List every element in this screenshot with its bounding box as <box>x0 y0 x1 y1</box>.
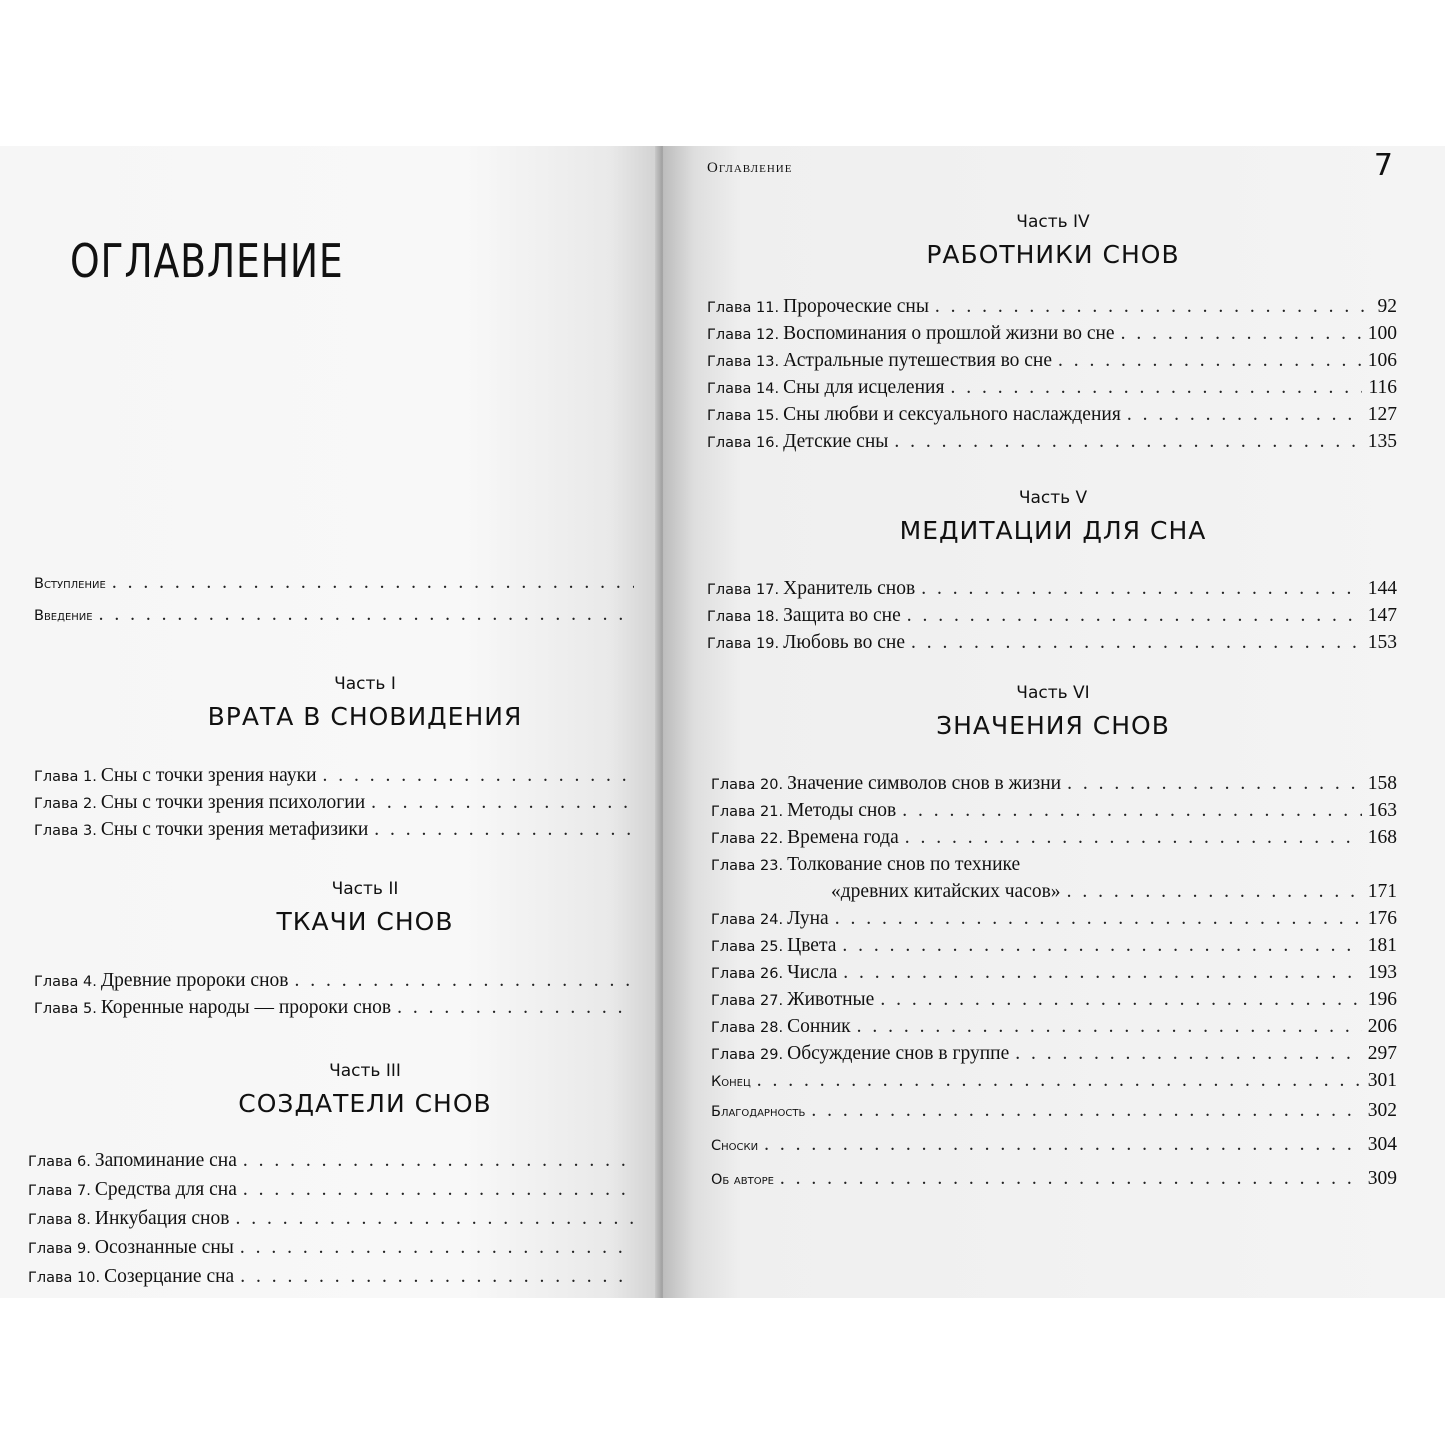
part-title: СОЗДАТЕЛИ СНОВ <box>238 1089 492 1118</box>
left-page <box>0 146 663 1298</box>
chapter-list <box>707 575 1397 656</box>
part-heading <box>683 683 1423 740</box>
part-heading <box>683 212 1423 269</box>
part-label: Часть V <box>1018 488 1088 508</box>
part-label: Часть I <box>334 674 396 694</box>
toc-item[interactable]: Глава 28. Сонник . . . 206 <box>711 1013 1397 1040</box>
page-number: 7 <box>1373 148 1393 183</box>
toc-item[interactable]: Глава 17. Хранитель снов . . . 144 <box>707 575 1397 602</box>
part-heading <box>40 674 663 731</box>
toc-item[interactable]: Глава 24. Луна . . . 176 <box>711 905 1397 932</box>
toc-item[interactable]: Глава 18. Защита во сне . . . 147 <box>707 602 1397 629</box>
toc-item[interactable]: Глава 21. Методы снов . . . 163 <box>711 797 1397 824</box>
toc-item[interactable]: Глава 13. Астральные путешествия во сне . . . 106 <box>707 347 1397 374</box>
part-title: ВРАТА В СНОВИДЕНИЯ <box>207 702 523 731</box>
toc-item[interactable]: Глава 3. Сны с точки зрения метафизики . . . <box>34 816 654 843</box>
toc-item[interactable]: Глава 5. Коренные народы — пророки снов . . . <box>34 994 654 1021</box>
end-list <box>711 1067 1397 1196</box>
part-label: Часть II <box>331 879 399 899</box>
toc-item[interactable]: Введение . . . <box>34 599 654 631</box>
chapter-list <box>711 770 1397 1067</box>
chapter-list <box>34 967 654 1021</box>
toc-item[interactable]: Глава 16. Детские сны . . . 135 <box>707 428 1397 455</box>
toc-item[interactable]: Глава 8. Инкубация снов . . . <box>28 1204 654 1233</box>
chapter-list <box>28 1146 654 1291</box>
right-page <box>663 146 1445 1298</box>
part-title: МЕДИТАЦИИ ДЛЯ СНА <box>899 516 1207 545</box>
intro-list <box>34 567 654 631</box>
toc-item[interactable]: Благодарность . . . 302 <box>711 1094 1397 1128</box>
part-label: Часть III <box>329 1061 401 1081</box>
toc-item[interactable]: Глава 12. Воспоминания о прошлой жизни во сне . . . 100 <box>707 320 1397 347</box>
toc-item[interactable]: Сноски . . . 304 <box>711 1128 1397 1162</box>
toc-item[interactable]: Глава 19. Любовь во сне . . . 153 <box>707 629 1397 656</box>
part-label: Часть VI <box>1016 683 1090 703</box>
part-title: ТКАЧИ СНОВ <box>276 907 454 936</box>
part-label: Часть IV <box>1016 212 1090 232</box>
open-book <box>0 146 1445 1298</box>
page-title: ОГЛАВЛЕНИЕ <box>70 234 344 288</box>
part-heading <box>683 488 1423 545</box>
toc-item[interactable]: Глава 26. Числа . . . 193 <box>711 959 1397 986</box>
toc-item[interactable]: Глава 29. Обсуждение снов в группе . . . 297 <box>711 1040 1397 1067</box>
toc-item[interactable]: Глава 11. Пророческие сны . . . 92 <box>707 293 1397 320</box>
toc-item[interactable]: Вступление . . . <box>34 567 654 599</box>
chapter-list <box>707 293 1397 455</box>
part-heading <box>40 1061 663 1118</box>
toc-item[interactable]: Глава 14. Сны для исцеления . . . 116 <box>707 374 1397 401</box>
toc-item[interactable]: Глава 1. Сны с точки зрения науки . . . <box>34 762 654 789</box>
part-title: ЗНАЧЕНИЯ СНОВ <box>936 711 1170 740</box>
toc-item[interactable]: Глава 15. Сны любви и сексуального наслаждения . . . 127 <box>707 401 1397 428</box>
toc-item[interactable]: Глава 10. Созерцание сна . . . <box>28 1262 654 1291</box>
toc-item[interactable]: Глава 2. Сны с точки зрения психологии . . . <box>34 789 654 816</box>
toc-item-continued[interactable]: «древних китайских часов» . . . 171 <box>711 878 1397 905</box>
toc-item[interactable]: Глава 25. Цвета . . . 181 <box>711 932 1397 959</box>
toc-item[interactable]: Глава 4. Древние пророки снов . . . <box>34 967 654 994</box>
toc-item[interactable]: Конец . . . 301 <box>711 1067 1397 1094</box>
toc-item[interactable]: Глава 23. Толкование снов по технике <box>711 854 1021 875</box>
toc-item[interactable]: Глава 27. Животные . . . 196 <box>711 986 1397 1013</box>
chapter-list <box>34 762 654 843</box>
toc-item[interactable]: Об авторе . . . 309 <box>711 1162 1397 1196</box>
part-title: РАБОТНИКИ СНОВ <box>926 240 1180 269</box>
toc-item[interactable]: Глава 9. Осознанные сны . . . <box>28 1233 654 1262</box>
running-head: Оглавление <box>707 160 793 176</box>
toc-item[interactable]: Глава 20. Значение символов снов в жизни . . . 158 <box>711 770 1397 797</box>
toc-item[interactable]: Глава 6. Запоминание сна . . . <box>28 1146 654 1175</box>
toc-item[interactable]: Глава 22. Времена года . . . 168 <box>711 824 1397 851</box>
toc-item[interactable]: Глава 7. Средства для сна . . . <box>28 1175 654 1204</box>
part-heading <box>40 879 663 936</box>
